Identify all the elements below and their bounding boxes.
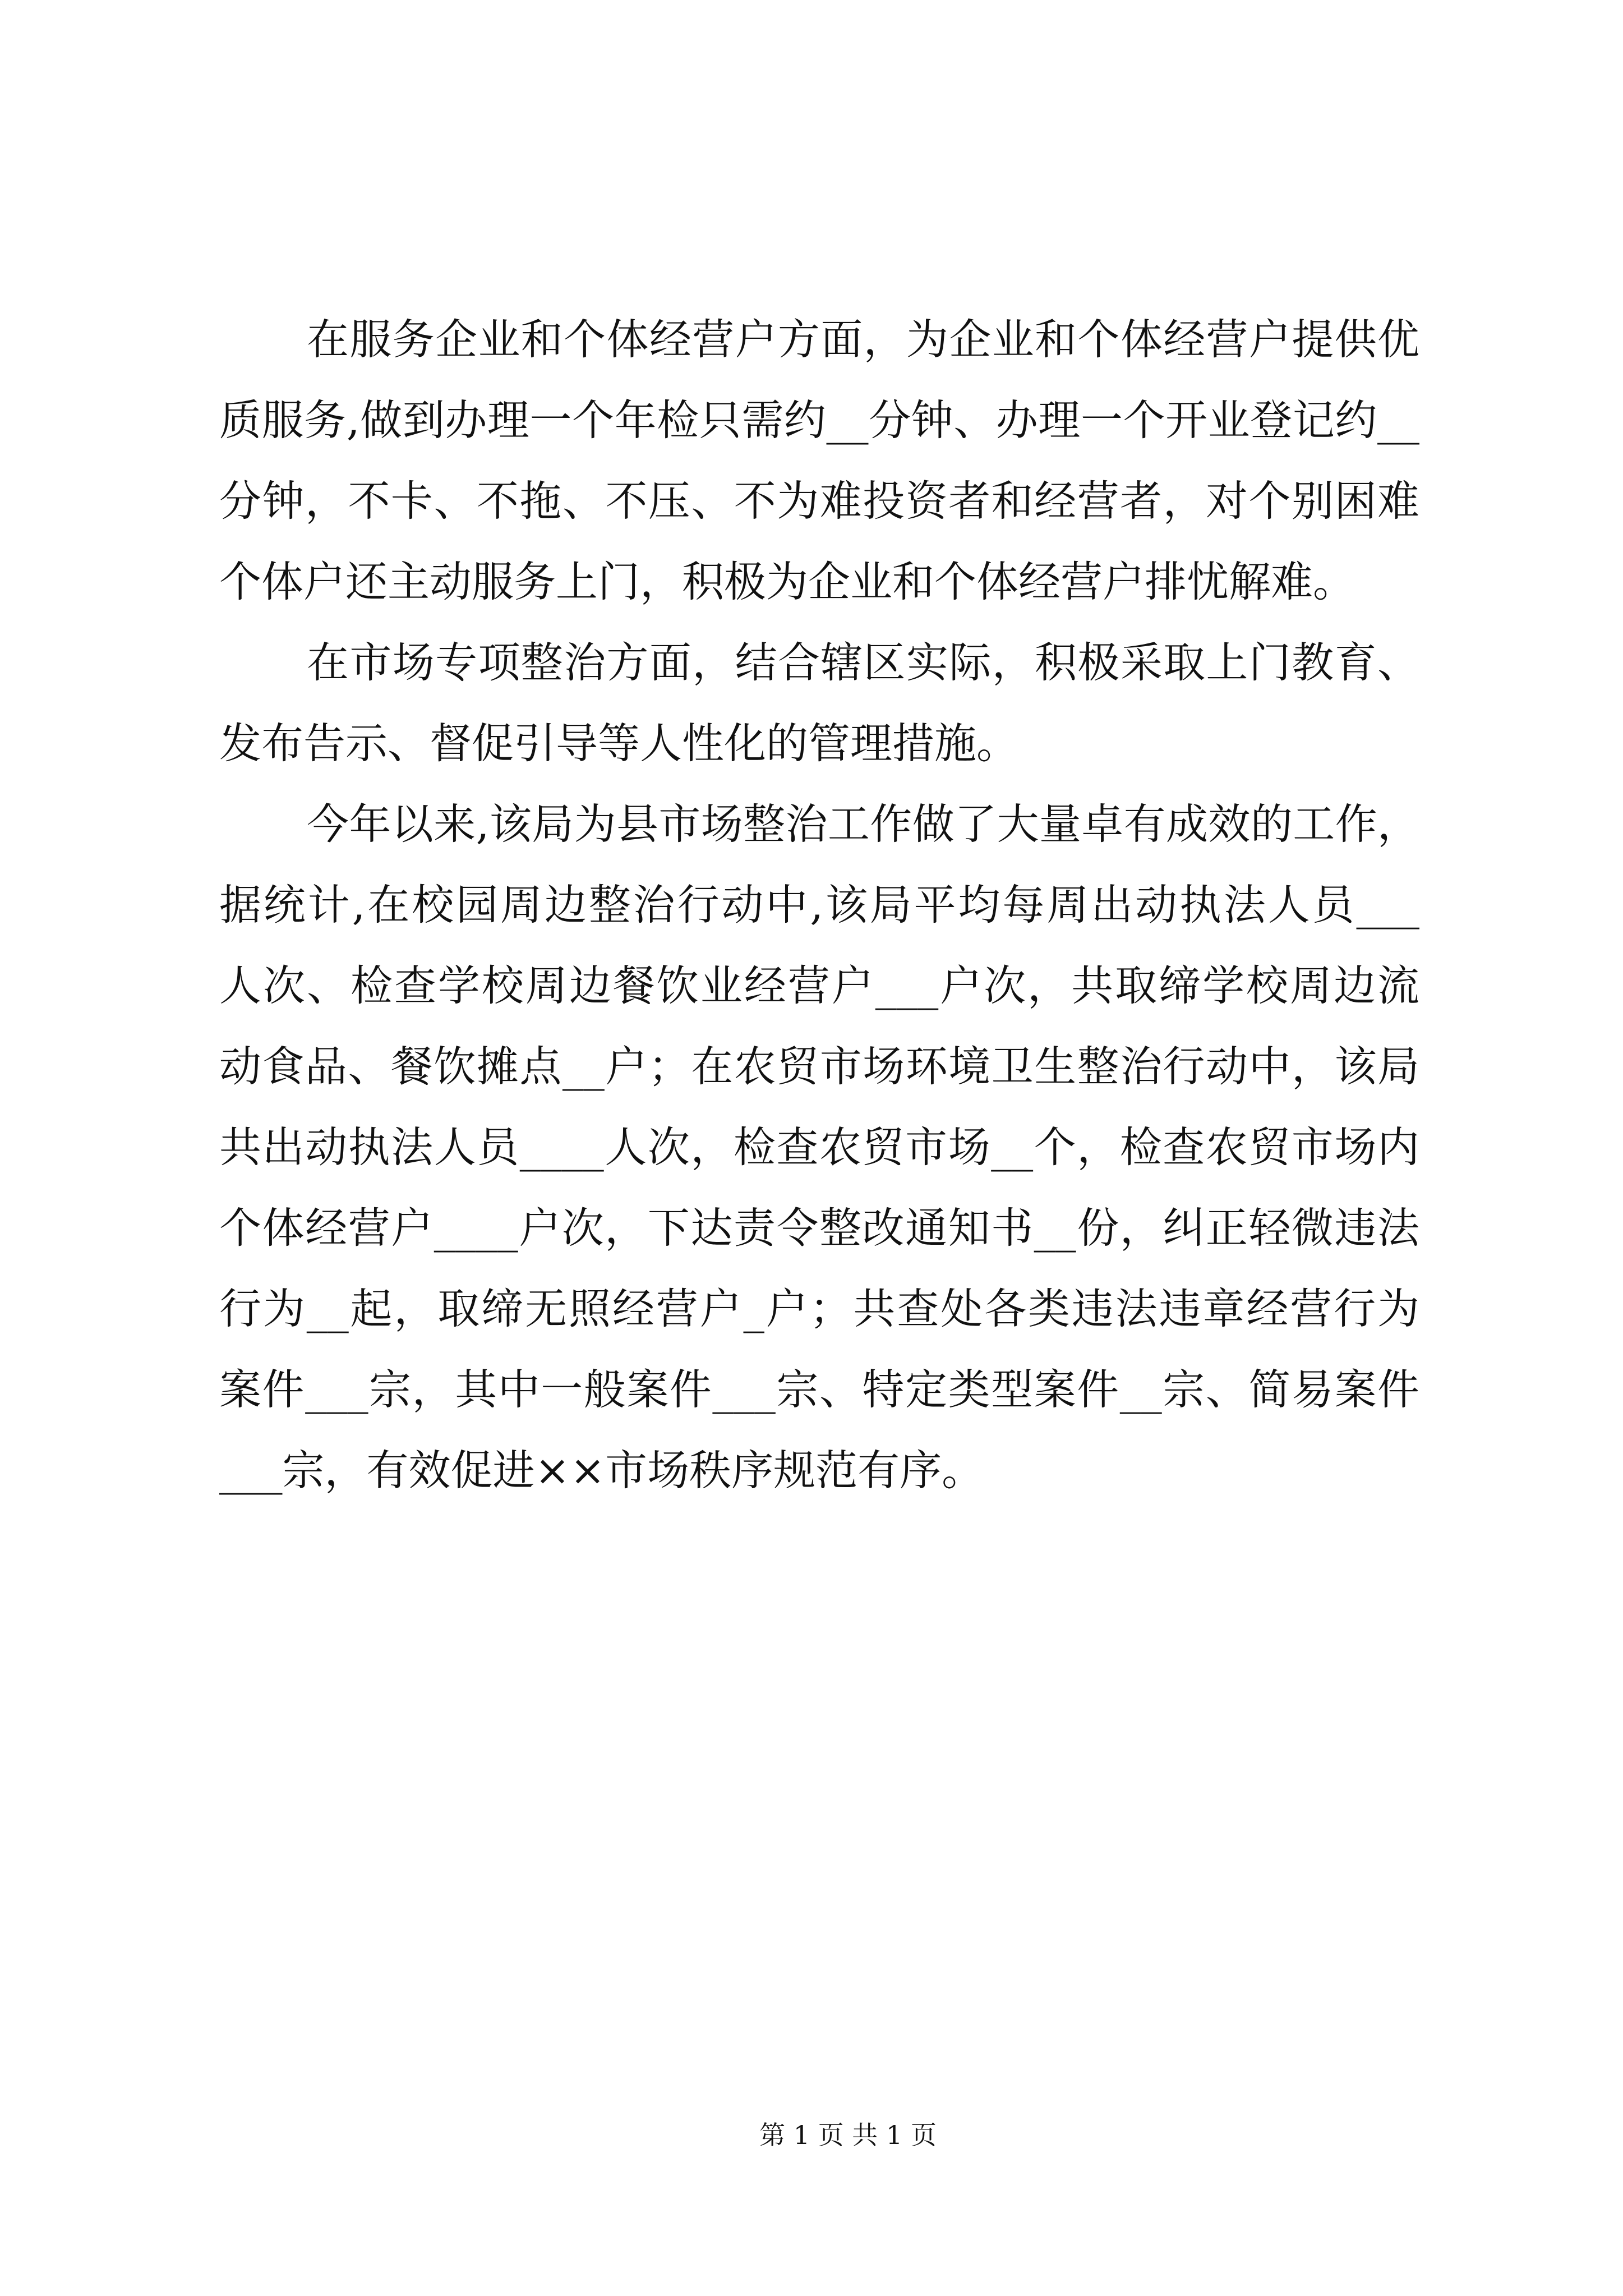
text-line: 今年以来,该局为县市场整治工作做了大量卓有成效的工作， xyxy=(307,799,1419,849)
text-line: 发布告示、督促引导等人性化的管理措施。 xyxy=(219,719,1019,768)
paragraph-statistics xyxy=(219,784,1419,1511)
text-line: 行为__起，取缔无照经营户_户；共查处各类违法违章经营行为 xyxy=(219,1284,1419,1333)
text-line: 个体户还主动服务上门，积极为企业和个体经营户排忧解难。 xyxy=(219,557,1355,606)
page-footer: 第 1 页 共 1 页 xyxy=(759,2120,937,2150)
text-line: 分钟，不卡、不拖、不压、不为难投资者和经营者，对个别困难 xyxy=(219,476,1419,526)
document-body xyxy=(219,299,1419,1511)
text-line: 人次、检查学校周边餐饮业经营户___户次，共取缔学校周边流 xyxy=(219,961,1419,1010)
text-line: 据统计,在校园周边整治行动中,该局平均每周出动执法人员___ xyxy=(219,880,1419,930)
text-line: 个体经营户____户次，下达责令整改通知书__份，纠正轻微违法 xyxy=(219,1203,1419,1253)
text-line: 共出动执法人员____人次，检查农贸市场__个，检查农贸市场内 xyxy=(219,1122,1419,1172)
text-line: 在市场专项整治方面，结合辖区实际，积极采取上门教育、 xyxy=(307,638,1419,687)
text-line: 在服务企业和个体经营户方面，为企业和个体经营户提供优 xyxy=(307,315,1419,364)
paragraph-market-rectification xyxy=(219,622,1419,784)
text-line: 质服务,做到办理一个年检只需约__分钟、办理一个开业登记约__ xyxy=(219,395,1419,445)
text-line: 案件___宗，其中一般案件___宗、特定类型案件__宗、简易案件 xyxy=(219,1365,1419,1414)
paragraph-service xyxy=(219,299,1419,622)
text-line: 动食品、餐饮摊点__户；在农贸市场环境卫生整治行动中，该局 xyxy=(219,1042,1419,1091)
text-line: ___宗，有效促进××市场秩序规范有序。 xyxy=(219,1446,984,1495)
